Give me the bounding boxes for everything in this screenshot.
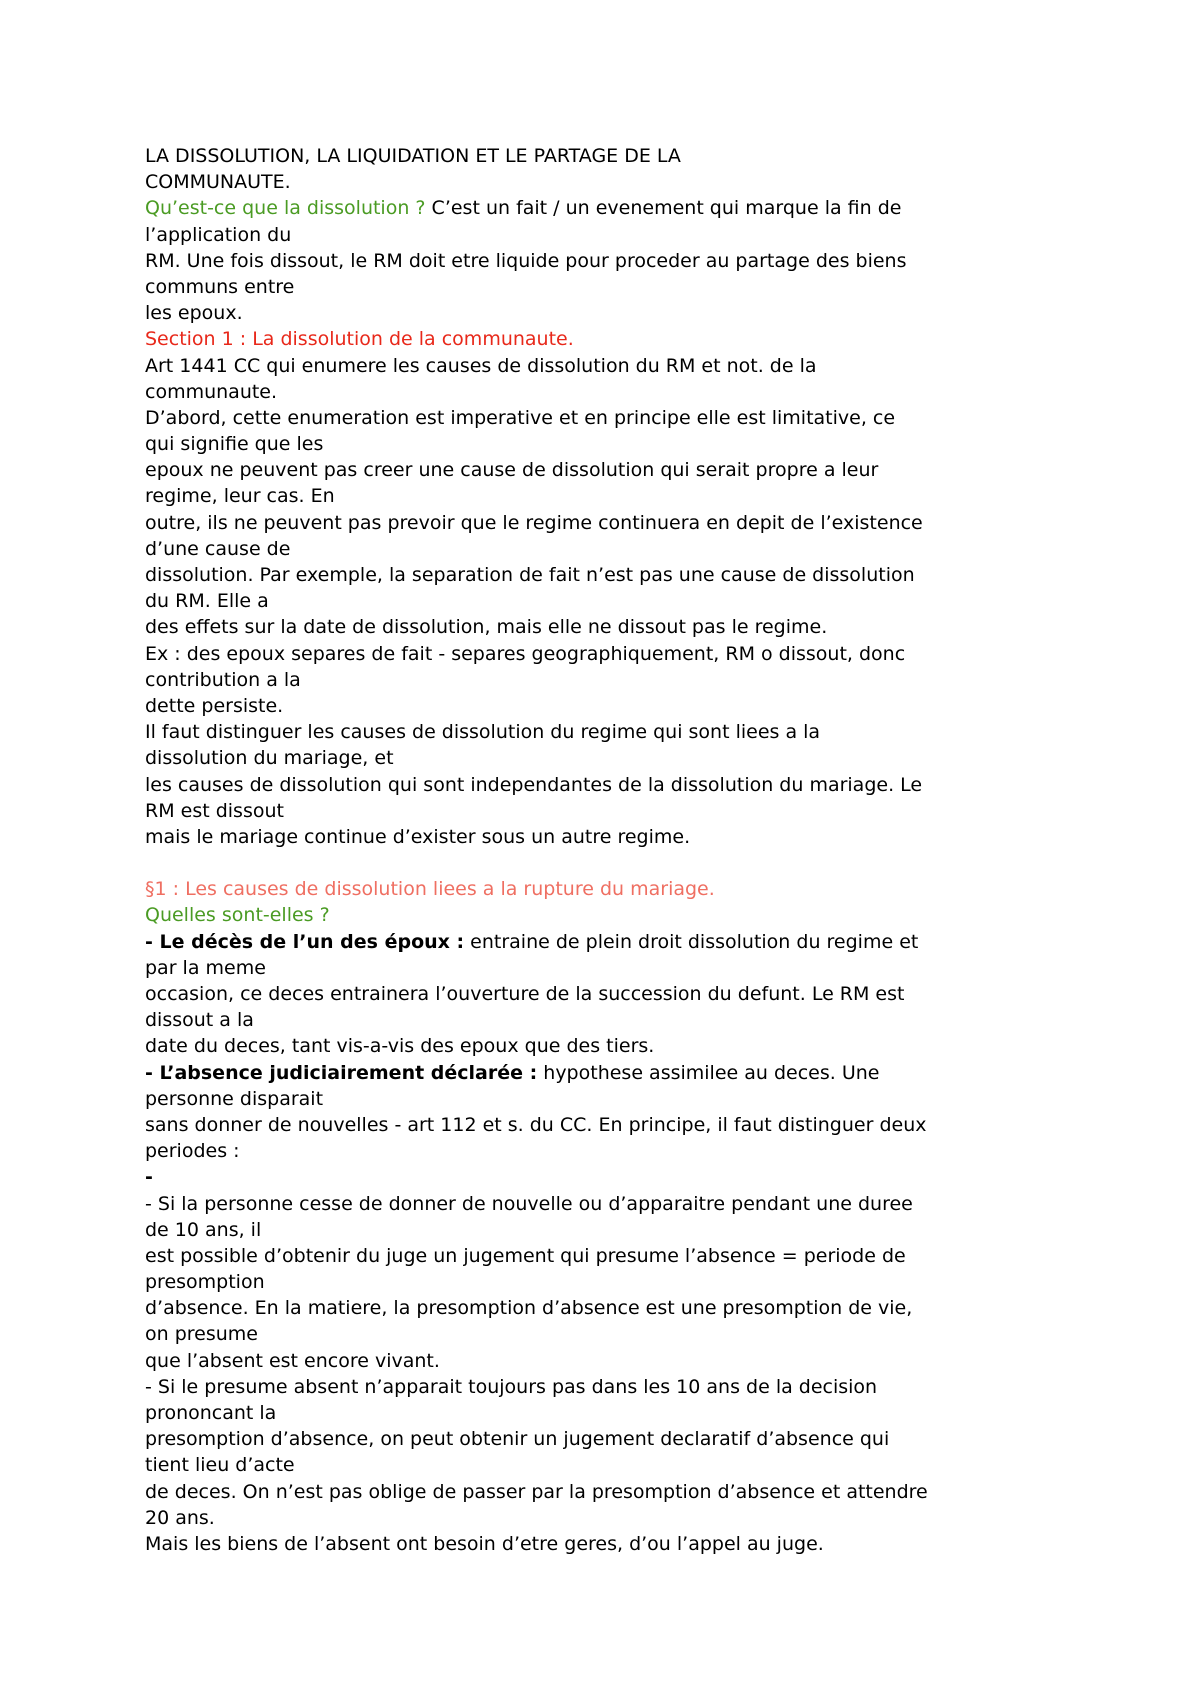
paragraph-spacer xyxy=(145,850,1080,876)
presomption-line: on presume xyxy=(145,1323,258,1346)
section-1-line: des effets sur la date de dissolution, mais elle ne dissout pas le regime. xyxy=(145,616,828,639)
presomption-line: que l’absent est encore vivant. xyxy=(145,1349,440,1372)
presomption-line: presomption xyxy=(145,1271,265,1294)
presomption-line: Mais les biens de l’absent ont besoin d’etre geres, d’ou l’appel au juge. xyxy=(145,1532,824,1555)
section-1-line: d’une cause de xyxy=(145,537,291,560)
bullet-dash-glyph: - xyxy=(145,1166,153,1189)
section-1-line: Il faut distinguer les causes de dissolution du regime qui sont liees a la xyxy=(145,721,821,744)
section-1-line: du RM. Elle a xyxy=(145,590,269,613)
presomption-line: de deces. On n’est pas oblige de passer par la presomption d’absence et attendre xyxy=(145,1480,928,1503)
deces-label: - Le décès de l’un des époux : xyxy=(145,930,465,953)
section-1-line: epoux ne peuvent pas creer une cause de dissolution qui serait propre a leur xyxy=(145,459,879,482)
section-1-line: Ex : des epoux separes de fait - separes geographiquement, RM o dissout, donc xyxy=(145,642,906,665)
intro-line-3: RM. Une fois dissout, le RM doit etre liquide pour proceder au partage des biens xyxy=(145,249,907,272)
section-1-line: dette persiste. xyxy=(145,694,284,717)
presomption-line: de 10 ans, il xyxy=(145,1218,262,1241)
intro-line-2: l’application du xyxy=(145,223,292,246)
section-1-line: dissolution. Par exemple, la separation de fait n’est pas une cause de dissolution xyxy=(145,564,915,586)
intro-line-1 xyxy=(145,195,1080,221)
deces-line: par la meme xyxy=(145,956,266,979)
presomption-line: tient lieu d’acte xyxy=(145,1454,295,1477)
presomption-line: d’absence. En la matiere, la presomption d’absence est une presomption de vie, xyxy=(145,1297,913,1320)
deces-line-1-text: entraine de plein droit dissolution du regime et xyxy=(464,930,919,953)
section-1-heading: Section 1 : La dissolution de la communaute. xyxy=(145,328,574,351)
section-1-line: mais le mariage continue d’exister sous un autre regime. xyxy=(145,825,691,848)
section-1-line: RM est dissout xyxy=(145,799,284,822)
intro-line-1-text: C’est un fait / un evenement qui marque la fin de xyxy=(425,197,902,220)
section-1-line: D’abord, cette enumeration est imperative et en principe elle est limitative, ce xyxy=(145,406,896,429)
intro-line-5: les epoux. xyxy=(145,302,243,325)
presomption-line: - Si la personne cesse de donner de nouvelle ou d’apparaitre pendant une duree xyxy=(145,1192,913,1215)
presomption-line: est possible d’obtenir du juge un jugement qui presume l’absence = periode de xyxy=(145,1244,906,1267)
document-title-line-1: LA DISSOLUTION, LA LIQUIDATION ET LE PARTAGE DE LA xyxy=(145,145,681,167)
bullet-dash xyxy=(145,1164,1080,1190)
presomption-line: - Si le presume absent n’apparait toujours pas dans les 10 ans de la decision xyxy=(145,1375,878,1398)
section-1-line: les causes de dissolution qui sont independantes de la dissolution du mariage. Le xyxy=(145,773,923,796)
section-1-line: outre, ils ne peuvent pas prevoir que le regime continuera en depit de l’existence xyxy=(145,511,923,534)
section-1-line: contribution a la xyxy=(145,668,301,691)
absence-label: - L’absence judiciairement déclarée : xyxy=(145,1061,538,1084)
absence-line: sans donner de nouvelles - art 112 et s. du CC. En principe, il faut distinguer deux xyxy=(145,1113,927,1136)
section-1-line: qui signifie que les xyxy=(145,433,324,456)
absence-line-1 xyxy=(145,1060,1080,1086)
absence-line: personne disparait xyxy=(145,1087,324,1110)
absence-line-1-text: hypothese assimilee au deces. Une xyxy=(537,1061,880,1084)
deces-line-1 xyxy=(145,929,1080,955)
section-1-line: regime, leur cas. En xyxy=(145,485,335,508)
deces-line: date du deces, tant vis-a-vis des epoux que des tiers. xyxy=(145,1035,655,1058)
deces-line: occasion, ce deces entrainera l’ouverture de la succession du defunt. Le RM est xyxy=(145,983,905,1005)
deces-line: dissout a la xyxy=(145,1009,254,1032)
presomption-line: prononcant la xyxy=(145,1402,277,1424)
section-1-line: communaute. xyxy=(145,380,278,403)
presomption-line: presomption d’absence, on peut obtenir un jugement declaratif d’absence qui xyxy=(145,1428,890,1451)
paragraph-1-question: Quelles sont-elles ? xyxy=(145,904,330,927)
absence-line: periodes : xyxy=(145,1140,240,1163)
document-page xyxy=(145,143,1080,1557)
section-1-line: dissolution du mariage, et xyxy=(145,747,394,770)
paragraph-1-heading: §1 : Les causes de dissolution liees a la rupture du mariage. xyxy=(145,878,715,901)
intro-question: Qu’est-ce que la dissolution ? xyxy=(145,197,426,220)
intro-line-4: communs entre xyxy=(145,275,295,298)
presomption-line: 20 ans. xyxy=(145,1506,215,1529)
section-1-line: Art 1441 CC qui enumere les causes de dissolution du RM et not. de la xyxy=(145,354,817,377)
document-title-line-2: COMMUNAUTE. xyxy=(145,171,291,194)
